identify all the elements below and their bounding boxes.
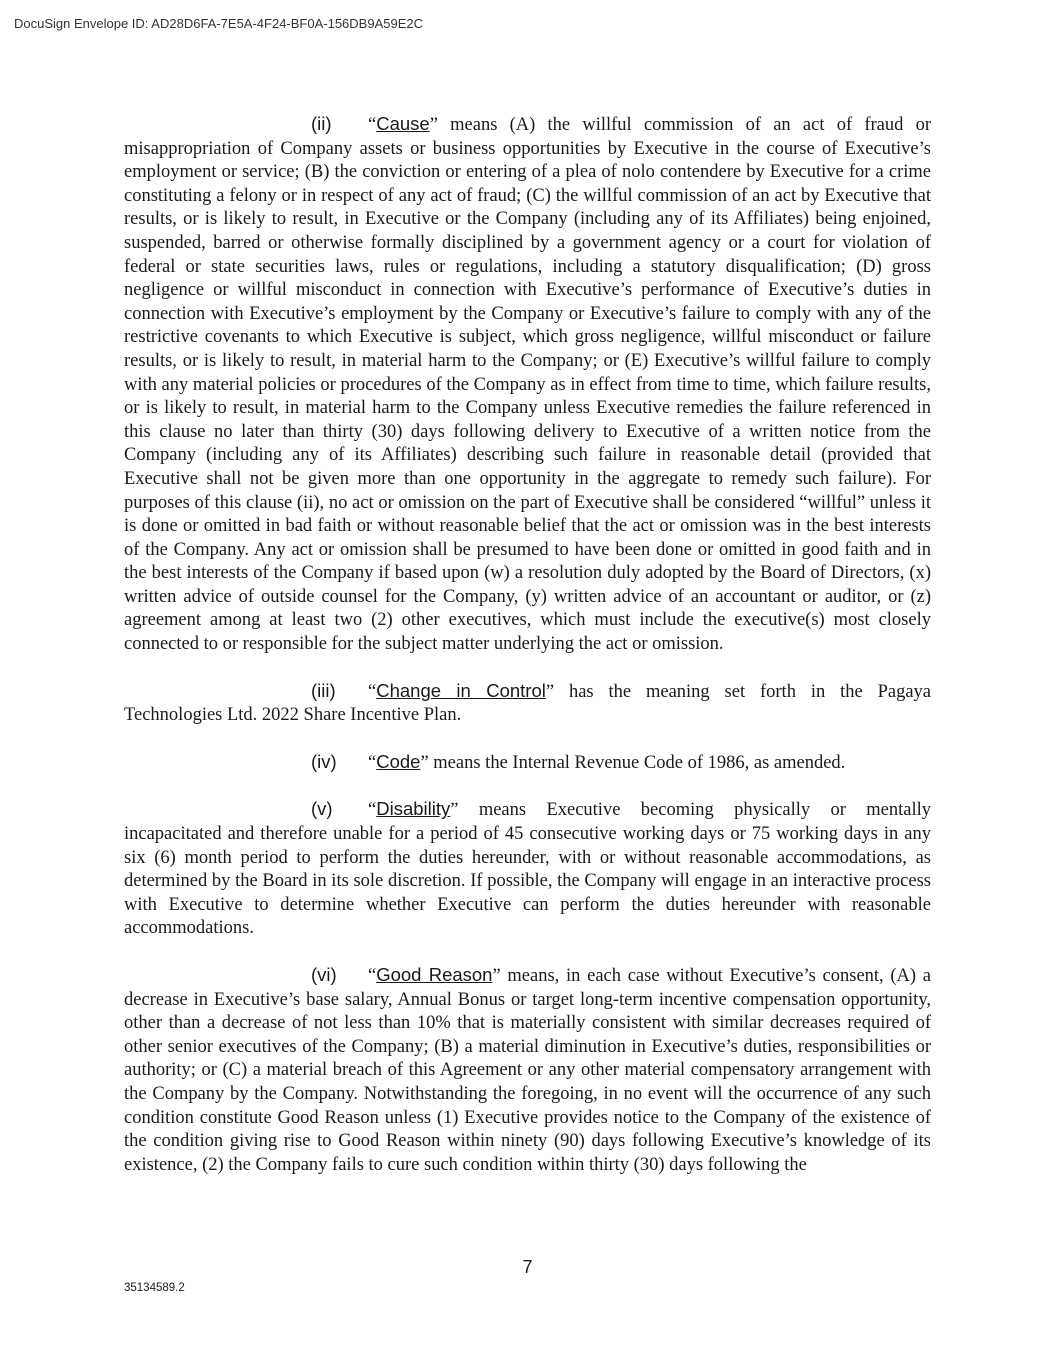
clause-number: (v) [311, 798, 333, 820]
defined-term: Disability [376, 798, 451, 820]
defined-term: Change in Control [376, 679, 546, 701]
definition-change-in-control [124, 679, 931, 728]
clause-number: (ii) [311, 113, 332, 134]
open-quote: “ [368, 681, 377, 702]
open-quote: “ [368, 800, 377, 821]
page-number: 7 [522, 1257, 533, 1277]
defined-term: Cause [376, 113, 430, 134]
defined-term: Code [376, 750, 421, 772]
open-quote: “ [368, 752, 377, 773]
clause-number: (iii) [311, 679, 336, 701]
clause-number: (vi) [311, 964, 337, 985]
definition-text: ” means Executive becoming physically or mentally incapacitated and therefore unable for a period of 45 consecutive working days or 75 working days in any six (6) month period to perform the duties hereunder, with or without reasonable accommodations, as determined by the Board in its sole discretion. If possible, the Company will engage in an interactive process with Executive to determine whether Executive can perform the duties hereunder with reasonable accommodations. [124, 800, 931, 939]
definition-disability [124, 797, 931, 941]
document-number: 35134589.2 [124, 1282, 185, 1294]
document-body [124, 112, 931, 1199]
definition-code [124, 750, 931, 776]
definition-good-reason [124, 963, 931, 1177]
definition-cause [124, 112, 931, 657]
open-quote: “ [368, 115, 377, 135]
open-quote: “ [368, 966, 377, 986]
clause-number: (iv) [311, 750, 337, 772]
definition-text: ” means, in each case without Executive’s consent, (A) a decrease in Executive’s base salary, Annual Bonus or target long-term incentive compensation opportunity, other than a decrease of not less than 10% that is materially consistent with similar decreases required of other senior executives of the Company; (B) a material diminution in Executive’s duties, responsibilities or authority; or (C) a material breach of this Agreement or any other material compensatory arrangement with the Company by the Company. Notwithstanding the foregoing, in no event will the occurrence of any such condition constitute Good Reason unless (1) Executive provides notice to the Company of the existence of the condition giving rise to Good Reason within ninety (90) days following Executive’s knowledge of its existence, (2) the Company fails to cure such condition within thirty (30) days following the [124, 966, 931, 1175]
definition-text: ” means the Internal Revenue Code of 1986, as amended. [420, 752, 846, 773]
definition-text: ” has the meaning set forth in the Pagaya Technologies Ltd. 2022 Share Incentive Plan. [124, 681, 931, 726]
docusign-envelope-id: DocuSign Envelope ID: AD28D6FA-7E5A-4F24-BF0A-156DB9A59E2C [14, 16, 423, 31]
defined-term: Good Reason [376, 964, 493, 985]
definition-text: ” means (A) the willful commission of an act of fraud or misappropriation of Company assets or business opportunities by Executive in the course of Executive’s employment or service; (B) the conviction or entering of a plea of nolo contendere by Executive for a crime constituting a felony or in respect of any act of fraud; (C) the willful commission of an act by Executive that results, or is likely to result, in Executive or the Company (including any of its Affiliates) being enjoined, suspended, barred or otherwise formally disciplined by a government agency or a court for violation of federal or state securities laws, rules or regulations, including a statutory disqualification; (D) gross negligence or willful misconduct in connection with Executive’s performance of Executive’s duties in connection with Executive’s employment by the Company or Executive’s failure to comply with any of the restrictive covenants to which Executive is subject, which gross negligence, willful misconduct or failure results, or is likely to result, in material harm to the Company; or (E) Executive’s willful failure to comply with any material policies or procedures of the Company as in effect from time to time, which failure results, or is likely to result, in material harm to the Company unless Executive remedies the failure referenced in this clause no later than thirty (30) days following delivery to Executive of a written notice from the Company (including any of its Affiliates) describing such failure in reasonable detail (provided that Executive shall not be given more than one opportunity in the aggregate to remedy such failure). For purposes of this clause (ii), no act or omission on the part of Executive shall be considered “willful” unless it is done or omitted in bad faith or without reasonable belief that the act or omission was in the best interests of the Company. Any act or omission shall be presumed to have been done or omitted in good faith and in the best interests of the Company if based upon (w) a resolution duly adopted by the Board of Directors, (x) written advice of outside counsel for the Company, (y) written advice of an accountant or auditor, or (z) agreement among at least two (2) other executives, which must include the executive(s) most closely connected to or responsible for the subject matter underlying the act or omission. [124, 115, 931, 655]
